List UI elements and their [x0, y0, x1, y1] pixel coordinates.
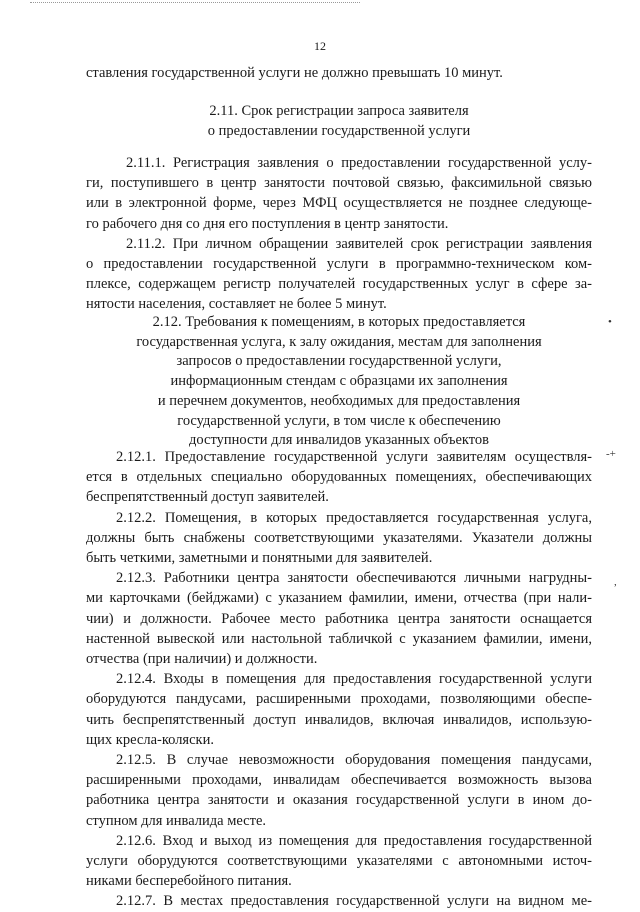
scan-artifact-line	[30, 2, 360, 3]
text-line: должны быть снабжены соответствующими указателями. Указатели должны	[86, 529, 592, 546]
text-line: плексе, содержащем регистр получателей государственных услуг в сфере за-	[86, 276, 592, 293]
heading-line: 2.11. Срок регистрации запроса заявителя	[209, 103, 469, 119]
heading-line: 2.12. Требования к помещениям, в которых предоставляется	[152, 314, 526, 330]
text-line: отчества (при наличии) и должности.	[86, 651, 318, 668]
text-line: 2.12.3. Работники центра занятости обеспечиваются личными нагрудны-	[116, 570, 592, 587]
text-line: расширенными проходами, инвалидам обеспечивается возможность вызова	[86, 772, 592, 789]
text-line: работника центра занятости и оказания государственной услуги в ином до-	[86, 792, 592, 809]
heading-line: запросов о предоставлении государственной услуги,	[176, 353, 502, 370]
text-line: никами бесперебойного питания.	[86, 873, 292, 890]
text-line: ги, поступившего в центр занятости почтовой связью, факсимильной связью	[86, 175, 592, 192]
text-line: или в электронной форме, через МФЦ осуществляется не позднее следующе-	[86, 195, 592, 212]
text-line: го рабочего дня со дня его поступления в центр занятости.	[86, 215, 449, 232]
text-line: нятости населения, составляет не более 5 минут.	[86, 296, 387, 313]
text-line: ставления государственной услуги не должно превышать 10 минут.	[86, 65, 503, 81]
section-heading-2-11	[86, 102, 592, 141]
paragraph-continuation	[86, 63, 592, 83]
text-line: 2.11.2. При личном обращении заявителей срок регистрации заявления	[126, 235, 592, 252]
text-line: чии) и должности. Рабочее место работника центра занятости оснащается	[86, 610, 592, 627]
scan-mark: -+	[606, 448, 616, 460]
heading-line: государственная услуга, к залу ожидания, местам для заполнения	[136, 333, 542, 350]
text-line: 2.12.6. Вход и выход из помещения для предоставления государственной	[116, 832, 592, 849]
heading-line: о предоставлении государственной услуги	[207, 122, 471, 139]
text-line: быть четкими, заметными и понятными для заявителей.	[86, 550, 433, 567]
text-line: 2.12.4. Входы в помещения для предоставления государственной услуги	[116, 671, 592, 688]
heading-line: государственной услуги, в том числе к обеспечению	[177, 412, 501, 429]
text-line: чить беспрепятственный доступ инвалидов, включая инвалидов, использую-	[86, 711, 592, 728]
text-line: 2.12.7. В местах предоставления государственной услуги на видном ме-	[116, 893, 592, 910]
heading-line: и перечнем документов, необходимых для предоставления	[157, 392, 521, 409]
page-number: 12	[314, 39, 326, 53]
heading-line: информационным стендам с образцами их заполнения	[170, 373, 508, 390]
text-line: оборудуются пандусами, расширенными проходами, позволяющими обеспе-	[86, 691, 592, 708]
text-line: беспрепятственный доступ заявителей.	[86, 489, 329, 506]
text-line: настенной вывеской или настольной табличкой с указанием фамилии, имени,	[86, 630, 592, 647]
text-line: 2.12.5. В случае невозможности оборудования помещения пандусами,	[116, 752, 592, 769]
text-line: щих кресла-коляски.	[86, 731, 214, 748]
heading-line: доступности для инвалидов указанных объектов	[189, 432, 489, 449]
scan-mark: •	[608, 316, 612, 328]
text-line: ми карточками (бейджами) с указанием фамилии, имени, отчества (при нали-	[86, 590, 592, 607]
text-line: о предоставлении государственной услуги в программно-техническом ком-	[86, 256, 592, 273]
text-line: ступном для инвалида месте.	[86, 812, 267, 829]
section-heading-2-12	[86, 313, 592, 451]
section-body-2-11	[86, 153, 592, 315]
text-line: ется в отдельных специально оборудованных помещениях, обеспечивающих	[86, 469, 592, 486]
text-line: 2.11.1. Регистрация заявления о предоставлении государственной услу-	[126, 155, 592, 171]
text-line: 2.12.1. Предоставление государственной услуги заявителям осуществля-	[116, 449, 592, 465]
text-line: 2.12.2. Помещения, в которых предоставляется государственная услуга,	[116, 509, 592, 526]
text-line: услуги оборудуются соответствующими указателями с автономными источ-	[86, 853, 592, 870]
section-body-2-12	[86, 447, 592, 912]
scan-mark: ,	[614, 576, 617, 588]
